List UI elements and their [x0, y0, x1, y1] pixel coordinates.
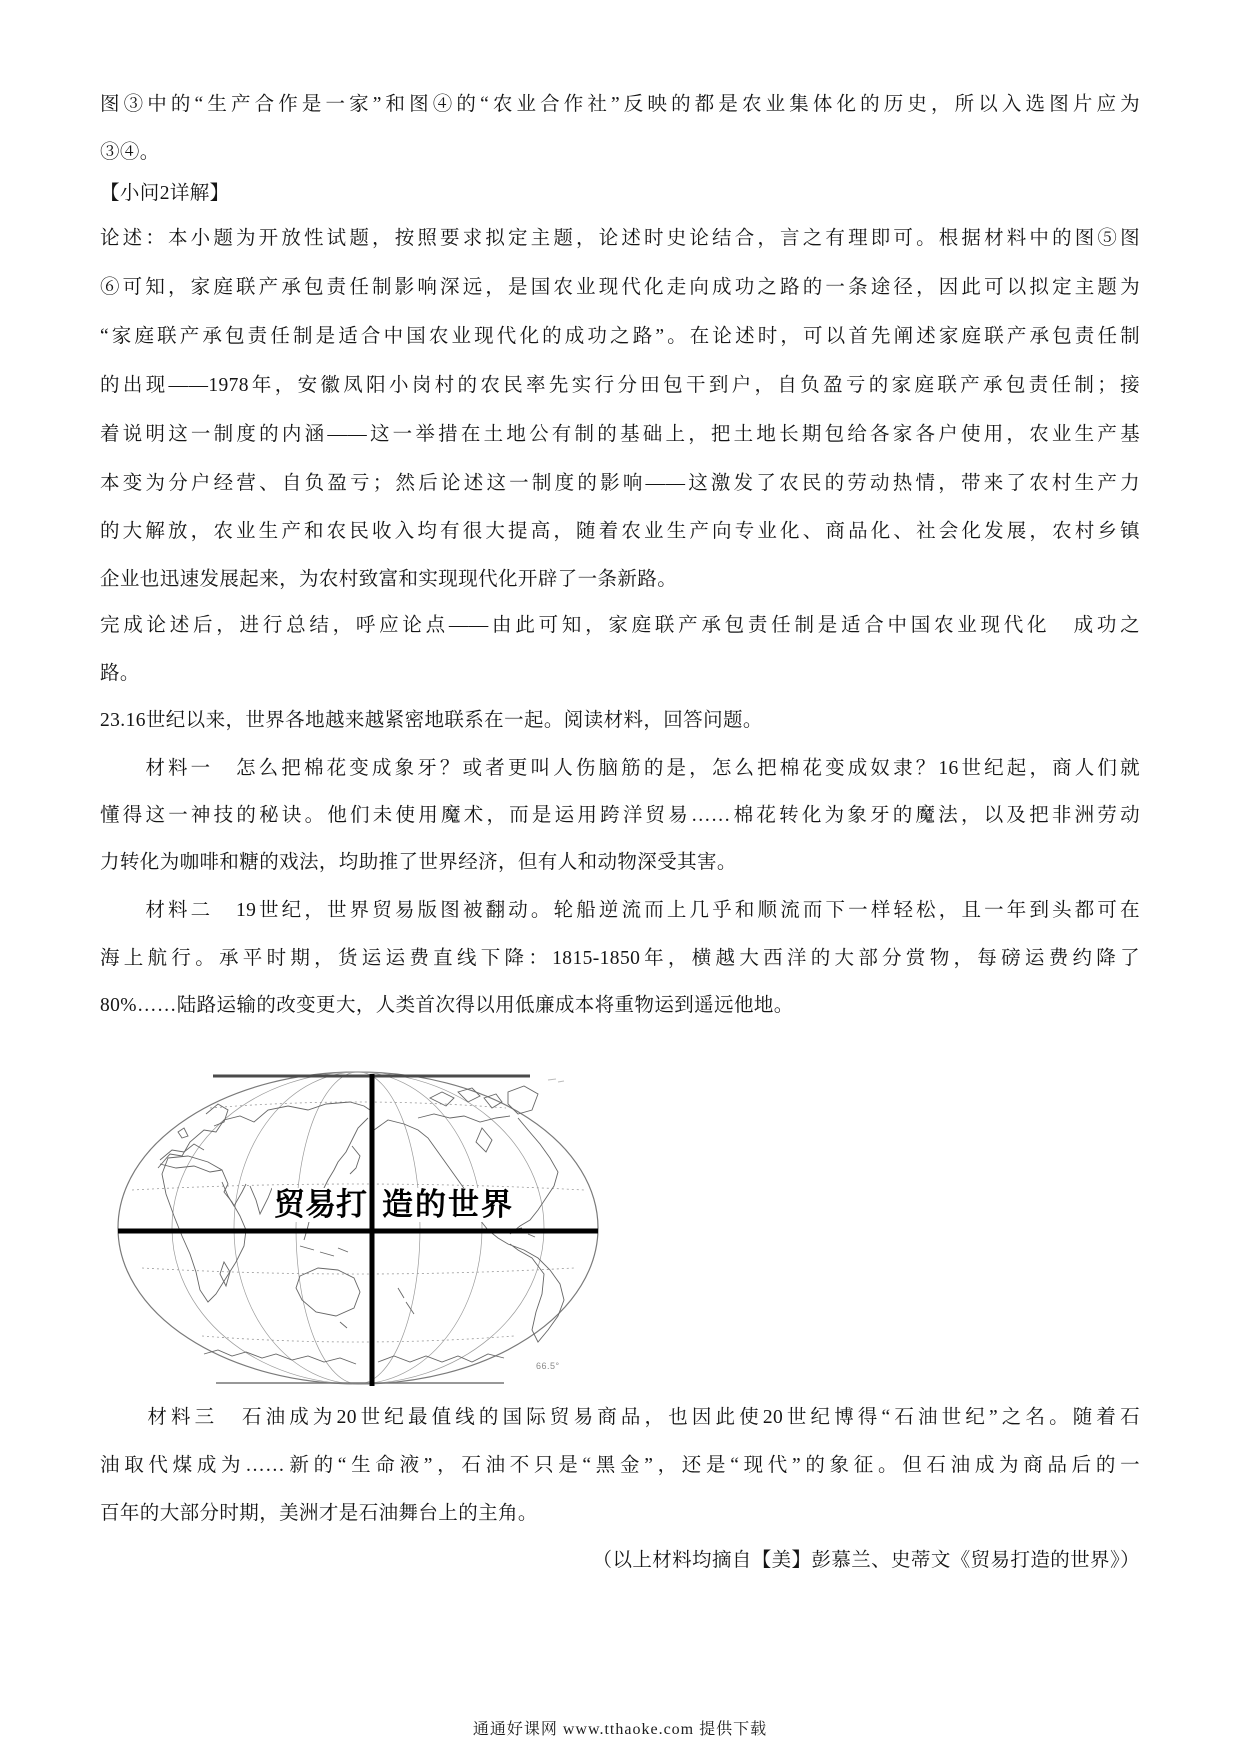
body-text-line: 海上航行。承平时期，货运运费直线下降：1815-1850年，横越大西洋的大部分赏物，每磅运费约降了	[100, 948, 1140, 969]
body-text-line: 本变为分户经营、自负盈亏；然后论述这一制度的影响——这激发了农民的劳动热情，带来了农村生产力	[100, 473, 1140, 494]
source-attribution-line: （以上材料均摘自【美】彭慕兰、史蒂文《贸易打造的世界》）	[592, 1550, 1140, 1571]
question-23-line: 23.16世纪以来，世界各地越来越紧密地联系在一起。阅读材料，回答问题。	[100, 710, 763, 731]
material-2-line: 材料二 19世纪，世界贸易版图被翻动。轮船逆流而上几乎和顺流而下一样轻松，且一年到头都可在	[100, 900, 1140, 921]
map-title-right: 造的世界	[382, 1187, 514, 1222]
body-text-line: 力转化为咖啡和糖的戏法，均助推了世界经济，但有人和动物深受其害。	[100, 852, 737, 873]
body-text-line: 着说明这一制度的内涵——这一举措在土地公有制的基础上，把土地长期包给各家各户使用，农业生产基	[100, 424, 1140, 445]
body-text-line: ⑥可知，家庭联产承包责任制影响深远，是国农业现代化走向成功之路的一条途径，因此可以拟定主题为	[100, 277, 1140, 298]
body-text-line: 80%……陆路运输的改变更大，人类首次得以用低廉成本将重物运到遥远他地。	[100, 995, 794, 1016]
body-text-line: 百年的大部分时期，美洲才是石油舞台上的主角。	[100, 1503, 538, 1524]
body-text-line: “家庭联产承包责任制是适合中国农业现代化的成功之路”。在论述时，可以首先阐述家庭联产承包责任制	[100, 326, 1140, 347]
section-heading: 【小问2详解】	[100, 183, 230, 204]
body-text-line: 的大解放，农业生产和农民收入均有很大提高，随着农业生产向专业化、商品化、社会化发展，农村乡镇	[100, 521, 1140, 542]
body-text-line: 论述：本小题为开放性试题，按照要求拟定主题，论述时史论结合，言之有理即可。根据材料中的图⑤图	[100, 228, 1140, 249]
world-map-figure	[112, 1058, 604, 1390]
body-text-line: 懂得这一神技的秘诀。他们未使用魔术，而是运用跨洋贸易……棉花转化为象牙的魔法，以及把非洲劳动	[100, 805, 1140, 826]
body-text-line: 图③中的“生产合作是一家”和图④的“农业合作社”反映的都是农业集体化的历史，所以入选图片应为	[100, 94, 1140, 115]
body-text-line: ③④。	[100, 142, 160, 163]
map-title-left: 贸易打	[274, 1187, 367, 1222]
world-map-image	[112, 1058, 604, 1390]
page-footer	[0, 1716, 1240, 1739]
body-text-line: 完成论述后，进行总结，呼应论点——由此可知，家庭联产承包责任制是适合中国农业现代化 成功之	[100, 615, 1140, 636]
material-1-line: 材料一 怎么把棉花变成象牙？或者更叫人伤脑筋的是，怎么把棉花变成奴隶？16世纪起，商人们就	[100, 758, 1140, 779]
antarctic-circle-label: 66.5°	[536, 1361, 560, 1371]
material-3-line: 材料三 石油成为20世纪最值线的国际贸易商品，也因此使20世纪博得“石油世纪”之名。随着石	[100, 1407, 1140, 1428]
body-text-line: 的出现——1978年，安徽凤阳小岗村的农民率先实行分田包干到户，自负盈亏的家庭联产承包责任制；接	[100, 375, 1140, 396]
body-text-line: 路。	[100, 663, 140, 684]
body-text-line: 企业也迅速发展起来，为农村致富和实现现代化开辟了一条新路。	[100, 569, 678, 590]
body-text-line: 油取代煤成为……新的“生命液”，石油不只是“黑金”，还是“现代”的象征。但石油成为商品后的一	[100, 1455, 1140, 1476]
footer-text: 通通好课网 www.tthaoke.com 提供下载	[472, 1721, 768, 1738]
